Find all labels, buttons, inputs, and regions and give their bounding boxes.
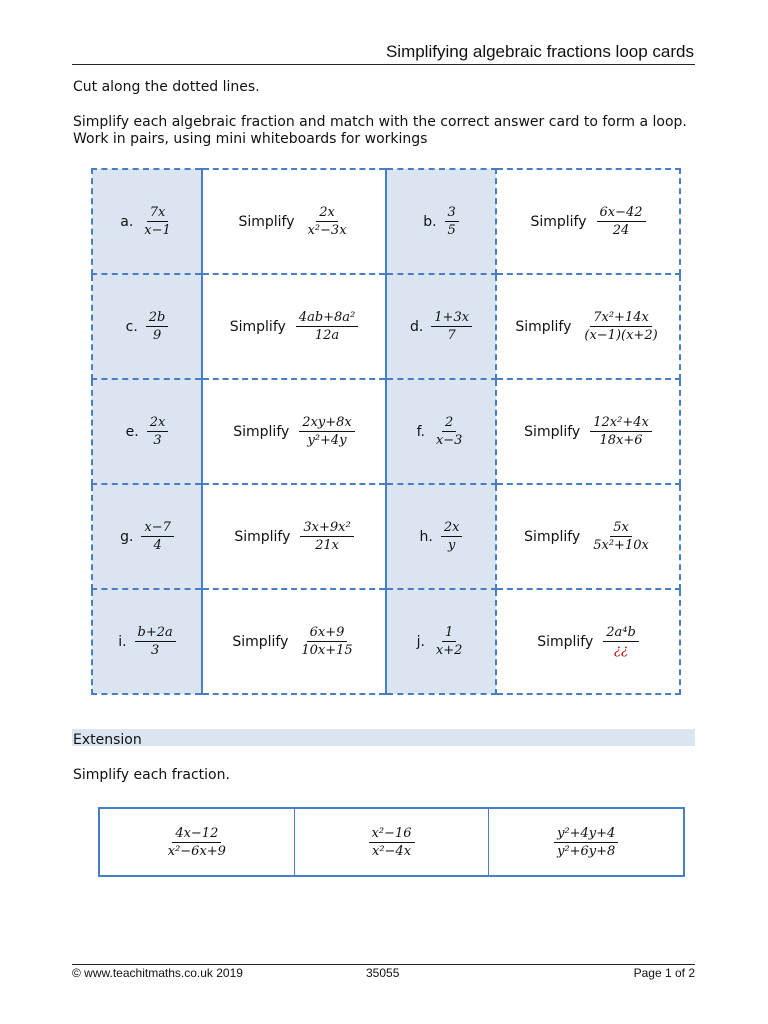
footer-code: 35055 [366, 966, 400, 980]
fraction-denominator: x²−4x [371, 843, 412, 859]
card-row [92, 589, 680, 694]
card-label: e. [125, 423, 139, 440]
fraction-denominator: x+2 [435, 643, 463, 658]
answer-fraction [431, 310, 472, 343]
instruction-simplify: Simplify each algebraic fraction and match with the correct answer card to form a loop. [73, 114, 687, 130]
footer-page-number: Page 1 of 2 [633, 966, 695, 980]
card-label: b. [423, 213, 437, 230]
fraction-denominator: y [447, 538, 456, 553]
answer-fraction [433, 415, 466, 448]
answer-content [93, 590, 201, 693]
question-content [203, 485, 385, 588]
question-content [497, 170, 679, 273]
answer-card [92, 379, 202, 484]
fraction-numerator: 2a⁴b [603, 625, 639, 642]
simplify-label: Simplify [530, 213, 587, 230]
fraction-numerator: 5x [610, 520, 632, 537]
footer-divider [72, 964, 695, 965]
extension-fraction [165, 826, 229, 859]
fraction-denominator: 12a [314, 328, 340, 343]
answer-content [387, 275, 495, 378]
fraction-numerator: 7x²+14x [590, 310, 652, 327]
simplify-label: Simplify [524, 423, 581, 440]
simplify-label: Simplify [229, 318, 286, 335]
question-content [203, 170, 385, 273]
fraction-denominator: x²−6x+9 [167, 843, 226, 859]
fraction-numerator: 2x [441, 520, 463, 537]
question-card [202, 274, 386, 379]
answer-card [92, 169, 202, 274]
simplify-label: Simplify [537, 633, 594, 650]
answer-fraction [141, 205, 174, 238]
fraction-denominator: ¿¿ [614, 643, 628, 658]
extension-table [98, 807, 685, 877]
loop-cards-table [91, 168, 681, 695]
question-fraction [590, 415, 652, 448]
fraction-denominator: 9 [152, 328, 162, 343]
card-label: d. [409, 318, 424, 335]
simplify-label: Simplify [238, 213, 295, 230]
card-label: f. [416, 423, 425, 440]
card-row [92, 169, 680, 274]
answer-card [386, 589, 496, 694]
card-label: i. [118, 633, 127, 650]
fraction-numerator: 3x+9x² [300, 520, 353, 537]
page-title: Simplifying algebraic fractions loop cards [385, 42, 694, 61]
extension-fraction [369, 826, 415, 859]
instruction-cut: Cut along the dotted lines. [73, 79, 260, 95]
fraction-denominator: (x−1)(x+2) [584, 328, 658, 343]
card-label: h. [419, 528, 433, 545]
answer-card [386, 379, 496, 484]
extension-heading-bar [72, 729, 695, 746]
answer-card [386, 169, 496, 274]
extension-item [489, 809, 683, 875]
answer-fraction [147, 415, 169, 448]
answer-fraction [445, 205, 459, 238]
question-content [203, 380, 385, 483]
simplify-label: Simplify [232, 633, 289, 650]
extension-fraction [554, 826, 618, 859]
fraction-numerator: 2x [316, 205, 338, 222]
question-content [203, 275, 385, 378]
fraction-denominator: 3 [151, 643, 160, 658]
fraction-numerator: 12x²+4x [590, 415, 652, 432]
fraction-denominator: 3 [153, 433, 162, 448]
fraction-denominator: x−1 [144, 223, 171, 238]
question-fraction [299, 415, 354, 448]
fraction-numerator: x−7 [141, 520, 174, 537]
question-card [202, 379, 386, 484]
extension-heading: Extension [73, 732, 142, 748]
question-fraction [300, 520, 353, 553]
extension-item [295, 809, 490, 875]
answer-fraction [441, 520, 463, 553]
answer-card [386, 484, 496, 589]
question-content [497, 275, 679, 378]
extension-instruction: Simplify each fraction. [73, 767, 230, 783]
fraction-numerator: 2xy+8x [299, 415, 354, 432]
card-row [92, 379, 680, 484]
fraction-denominator: 5 [447, 223, 456, 238]
answer-card [92, 589, 202, 694]
question-card [202, 169, 386, 274]
question-card [202, 589, 386, 694]
instruction-pairs: Work in pairs, using mini whiteboards for workings [73, 131, 428, 147]
card-row [92, 274, 680, 379]
answer-content [93, 275, 201, 378]
fraction-numerator: 7x [147, 205, 169, 222]
question-fraction [305, 205, 350, 238]
fraction-numerator: 3 [445, 205, 459, 222]
fraction-denominator: x−3 [435, 433, 463, 448]
card-label: j. [416, 633, 425, 650]
fraction-denominator: y²+6y+8 [557, 843, 616, 859]
question-fraction [590, 520, 652, 553]
header-divider [72, 64, 695, 65]
question-fraction [603, 625, 639, 658]
fraction-numerator: 4ab+8a² [296, 310, 358, 327]
fraction-numerator: 2b [146, 310, 169, 327]
question-card [496, 379, 680, 484]
card-label: c. [125, 318, 138, 335]
answer-content [387, 170, 495, 273]
simplify-label: Simplify [515, 318, 572, 335]
fraction-denominator: 18x+6 [599, 433, 643, 448]
fraction-numerator: 2 [442, 415, 456, 432]
answer-content [93, 380, 201, 483]
question-fraction [581, 310, 660, 343]
card-row [92, 484, 680, 589]
answer-card [386, 274, 496, 379]
question-card [496, 274, 680, 379]
fraction-denominator: 7 [447, 328, 456, 343]
fraction-numerator: 1 [442, 625, 456, 642]
card-label: a. [120, 213, 134, 230]
answer-card [92, 274, 202, 379]
fraction-denominator: y²+4y [307, 433, 347, 448]
question-content [497, 380, 679, 483]
fraction-denominator: 24 [612, 223, 630, 238]
answer-fraction [146, 310, 169, 343]
question-fraction [296, 310, 358, 343]
fraction-numerator: x²−16 [369, 826, 415, 843]
question-card [202, 484, 386, 589]
fraction-numerator: 6x+9 [307, 625, 348, 642]
answer-card [92, 484, 202, 589]
fraction-numerator: y²+4y+4 [554, 826, 618, 843]
question-card [496, 484, 680, 589]
simplify-label: Simplify [233, 423, 290, 440]
fraction-numerator: b+2a [135, 625, 176, 642]
question-content [497, 590, 679, 693]
fraction-numerator: 2x [147, 415, 169, 432]
answer-content [387, 590, 495, 693]
question-card [496, 589, 680, 694]
answer-content [93, 170, 201, 273]
fraction-numerator: 6x−42 [597, 205, 646, 222]
fraction-denominator: 10x+15 [301, 643, 353, 658]
extension-item [100, 809, 295, 875]
answer-content [387, 485, 495, 588]
question-fraction [597, 205, 646, 238]
question-card [496, 169, 680, 274]
footer-copyright: © www.teachitmaths.co.uk 2019 [72, 966, 243, 980]
question-content [497, 485, 679, 588]
card-label: g. [120, 528, 134, 545]
fraction-numerator: 4x−12 [172, 826, 221, 843]
answer-fraction [433, 625, 466, 658]
simplify-label: Simplify [234, 528, 291, 545]
question-fraction [298, 625, 355, 658]
answer-fraction [135, 625, 176, 658]
answer-content [387, 380, 495, 483]
instruction-block [73, 114, 687, 148]
fraction-denominator: 5x²+10x [593, 538, 649, 553]
fraction-denominator: 21x [315, 538, 339, 553]
fraction-denominator: 4 [153, 538, 162, 553]
answer-content [93, 485, 201, 588]
simplify-label: Simplify [524, 528, 581, 545]
fraction-denominator: x²−3x [307, 223, 347, 238]
question-content [203, 590, 385, 693]
fraction-numerator: 1+3x [431, 310, 472, 327]
answer-fraction [141, 520, 174, 553]
